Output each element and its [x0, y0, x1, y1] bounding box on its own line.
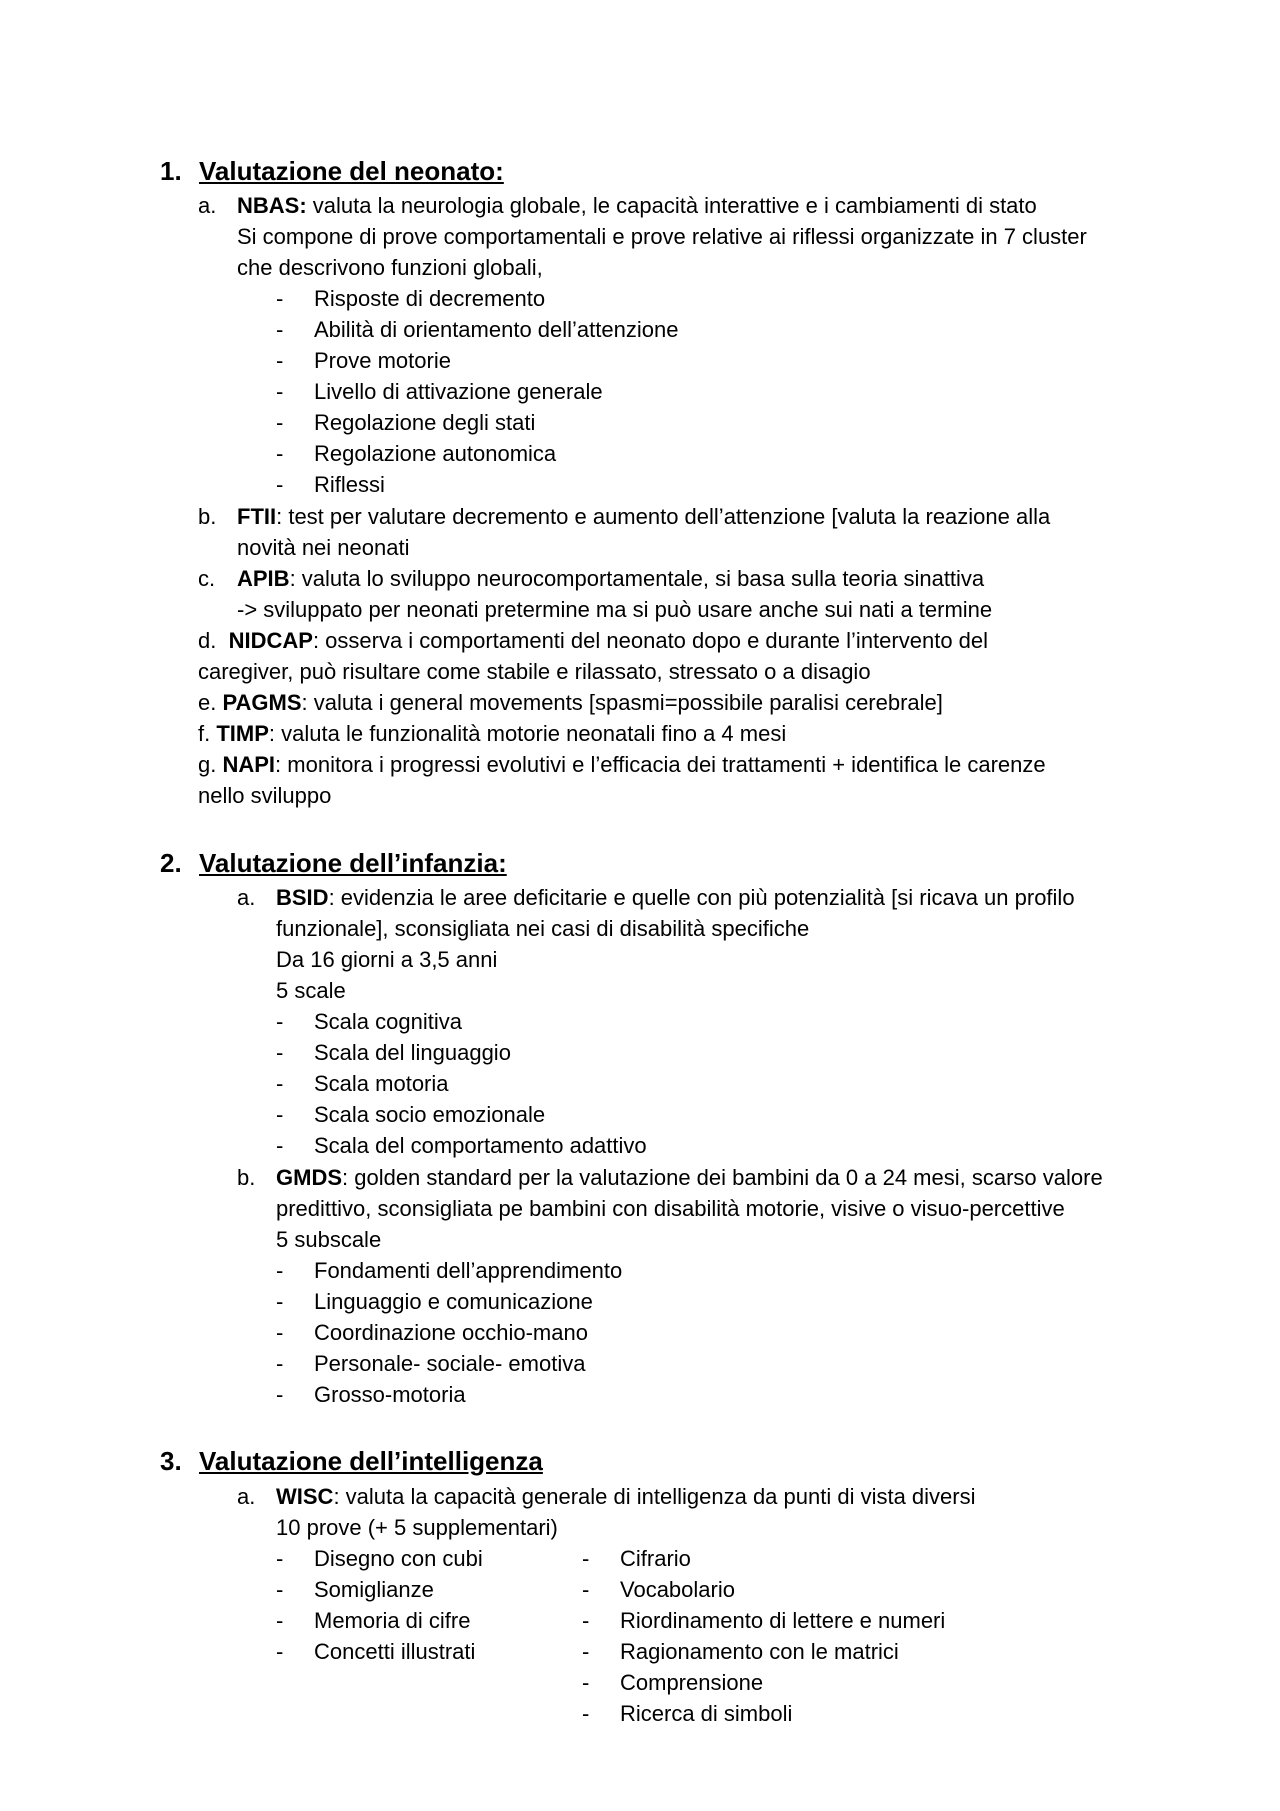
item-line: 5 subscale — [276, 1227, 382, 1252]
item-line: 10 prove (+ 5 supplementari) — [276, 1515, 558, 1540]
bullet-dash: - — [276, 1546, 284, 1571]
bullet-item: Abilità di orientamento dell’attenzione — [314, 317, 679, 342]
item-marker: a. — [237, 1484, 256, 1509]
bullet-dash: - — [276, 1071, 284, 1096]
item-description: : valuta la capacità generale di intelligenza da punti di vista diversi — [333, 1484, 976, 1509]
bullet-dash: - — [276, 379, 284, 404]
item-description: valuta la neurologia globale, le capacità interattive e i cambiamenti di stato — [306, 193, 1037, 218]
bullet-item: Scala del comportamento adattivo — [314, 1133, 647, 1158]
bullet-dash: - — [276, 410, 284, 435]
item-text — [198, 626, 988, 656]
bullet-dash: - — [582, 1546, 590, 1571]
bullet-item: Scala motoria — [314, 1071, 449, 1096]
bullet-item: Fondamenti dell’apprendimento — [314, 1258, 623, 1283]
bullet-item: Coordinazione occhio-mano — [314, 1320, 588, 1345]
bullet-item: Scala cognitiva — [314, 1009, 462, 1034]
bullet-item-left: Somiglianze — [314, 1577, 434, 1602]
bullet-item: Personale- sociale- emotiva — [314, 1351, 586, 1376]
item-line: caregiver, può risultare come stabile e rilassato, stressato o a disagio — [198, 659, 871, 684]
bullet-item: Prove motorie — [314, 348, 451, 373]
item-text — [237, 564, 984, 594]
bullet-dash: - — [276, 472, 284, 497]
item-code: PAGMS — [222, 690, 302, 715]
bullet-dash: - — [276, 1040, 284, 1065]
item-code: FTII — [237, 504, 277, 529]
item-code: BSID — [276, 885, 329, 910]
item-text — [276, 883, 1075, 913]
item-marker: b. — [237, 1165, 256, 1190]
item-description: : valuta le funzionalità motorie neonatali fino a 4 mesi — [268, 721, 787, 746]
bullet-dash: - — [276, 1289, 284, 1314]
bullet-item: Risposte di decremento — [314, 286, 546, 311]
bullet-dash: - — [276, 1608, 284, 1633]
item-line: -> sviluppato per neonati pretermine ma si può usare anche sui nati a termine — [237, 597, 993, 622]
section-number: 2. — [160, 848, 182, 878]
item-marker: e. — [198, 690, 217, 715]
bullet-item: Scala socio emozionale — [314, 1102, 546, 1127]
item-text — [198, 688, 943, 718]
bullet-dash: - — [276, 441, 284, 466]
item-marker: c. — [198, 566, 216, 591]
item-marker: g. — [198, 752, 217, 777]
item-line: novità nei neonati — [237, 535, 410, 560]
bullet-dash: - — [582, 1577, 590, 1602]
bullet-dash: - — [276, 1351, 284, 1376]
bullet-item: Regolazione autonomica — [314, 441, 557, 466]
bullet-item-right: Comprensione — [620, 1670, 764, 1695]
section-title: Valutazione dell’infanzia: — [199, 848, 507, 878]
section-title: Valutazione del neonato: — [199, 156, 504, 186]
item-code: NBAS: — [237, 193, 307, 218]
item-code: TIMP — [216, 721, 269, 746]
item-code: NIDCAP — [228, 628, 313, 653]
bullet-item-left: Disegno con cubi — [314, 1546, 483, 1571]
bullet-dash: - — [276, 1009, 284, 1034]
item-text — [237, 191, 1037, 221]
bullet-dash: - — [276, 1133, 284, 1158]
item-code: APIB — [237, 566, 290, 591]
bullet-dash: - — [582, 1639, 590, 1664]
section-number: 3. — [160, 1446, 182, 1476]
item-code: NAPI — [222, 752, 276, 777]
item-line: 5 scale — [276, 978, 346, 1003]
item-text — [237, 502, 1050, 532]
item-text — [276, 1163, 1103, 1193]
item-description: : evidenzia le aree deficitarie e quelle con più potenzialità [si ricava un profilo — [328, 885, 1075, 910]
item-marker: b. — [198, 504, 217, 529]
bullet-dash: - — [582, 1670, 590, 1695]
item-description: : valuta i general movements [spasmi=possibile paralisi cerebrale] — [301, 690, 943, 715]
bullet-dash: - — [582, 1608, 590, 1633]
item-line: Da 16 giorni a 3,5 anni — [276, 947, 498, 972]
bullet-dash: - — [276, 286, 284, 311]
bullet-dash: - — [276, 1258, 284, 1283]
bullet-dash: - — [276, 348, 284, 373]
bullet-dash: - — [276, 1577, 284, 1602]
item-marker: a. — [198, 193, 217, 218]
item-text — [276, 1482, 976, 1512]
item-description: : osserva i comportamenti del neonato dopo e durante l’intervento del — [312, 628, 989, 653]
item-marker: a. — [237, 885, 256, 910]
bullet-item-right: Ricerca di simboli — [620, 1701, 793, 1726]
item-line: predittivo, sconsigliata pe bambini con disabilità motorie, visive o visuo-percettive — [276, 1196, 1065, 1221]
bullet-item: Scala del linguaggio — [314, 1040, 511, 1065]
item-text — [198, 750, 1046, 780]
item-text — [198, 719, 786, 749]
item-code: WISC — [276, 1484, 334, 1509]
item-line: Si compone di prove comportamentali e prove relative ai riflessi organizzate in 7 cluster — [237, 224, 1087, 249]
item-marker: f. — [198, 721, 211, 746]
item-description: : test per valutare decremento e aumento dell’attenzione [valuta la reazione alla — [276, 504, 1051, 529]
item-description: : monitora i progressi evolutivi e l’efficacia dei trattamenti + identifica le carenze — [275, 752, 1046, 777]
bullet-item-left: Concetti illustrati — [314, 1639, 476, 1664]
section-title: Valutazione dell’intelligenza — [199, 1446, 543, 1476]
bullet-item-left: Memoria di cifre — [314, 1608, 471, 1633]
item-description: : valuta lo sviluppo neurocomportamentale, si basa sulla teoria sinattiva — [289, 566, 985, 591]
bullet-dash: - — [276, 1102, 284, 1127]
item-description: : golden standard per la valutazione dei bambini da 0 a 24 mesi, scarso valore — [342, 1165, 1103, 1190]
bullet-item-right: Riordinamento di lettere e numeri — [620, 1608, 946, 1633]
bullet-item: Riflessi — [314, 472, 385, 497]
item-line: che descrivono funzioni globali, — [237, 255, 543, 280]
bullet-item: Linguaggio e comunicazione — [314, 1289, 593, 1314]
bullet-dash: - — [582, 1701, 590, 1726]
bullet-item: Regolazione degli stati — [314, 410, 536, 435]
section-number: 1. — [160, 156, 182, 186]
bullet-dash: - — [276, 1639, 284, 1664]
item-line: nello sviluppo — [198, 783, 332, 808]
bullet-item: Grosso-motoria — [314, 1382, 466, 1407]
bullet-item-right: Cifrario — [620, 1546, 691, 1571]
item-code: GMDS — [276, 1165, 342, 1190]
item-line: funzionale], sconsigliata nei casi di disabilità specifiche — [276, 916, 810, 941]
bullet-dash: - — [276, 1382, 284, 1407]
bullet-item-right: Ragionamento con le matrici — [620, 1639, 899, 1664]
item-marker: d. — [198, 628, 217, 653]
bullet-dash: - — [276, 1320, 284, 1345]
bullet-item: Livello di attivazione generale — [314, 379, 603, 404]
bullet-dash: - — [276, 317, 284, 342]
bullet-item-right: Vocabolario — [620, 1577, 735, 1602]
